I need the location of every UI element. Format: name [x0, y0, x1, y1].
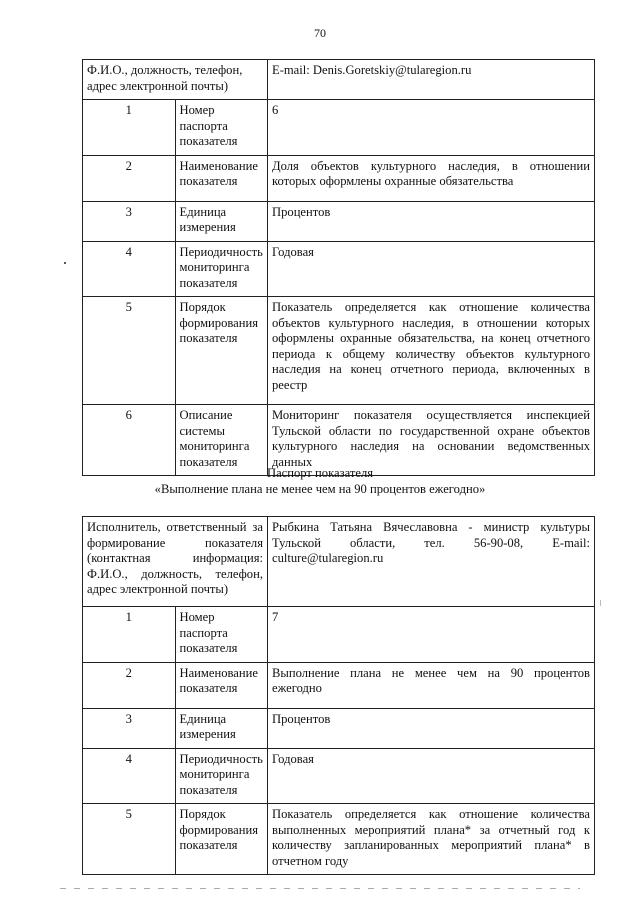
row-value: 7 — [268, 607, 595, 663]
row-value: Мониторинг показателя осуществляется инспекцией Тульской области по государственной охране объектов культурного наследия на основании ведомственных данных — [268, 405, 595, 476]
row-value: Доля объектов культурного наследия, в отношении которых оформлены охранные обязательства — [268, 155, 595, 201]
table-row — [83, 662, 595, 708]
scan-speck — [64, 262, 66, 264]
row-number: 5 — [83, 297, 176, 405]
row-label: Единица измерения — [175, 708, 268, 748]
row-number: 3 — [83, 201, 176, 241]
row-label: Периодичность мониторинга показателя — [175, 748, 268, 804]
table-row — [83, 748, 595, 804]
table-row — [83, 155, 595, 201]
row-number: 2 — [83, 155, 176, 201]
row-label: Периодичность мониторинга показателя — [175, 241, 268, 297]
scan-speck — [600, 600, 601, 606]
row-number: 4 — [83, 748, 176, 804]
table-row — [83, 607, 595, 663]
executor-value: Рыбкина Татьяна Вячеславовна - министр культуры Тульской области, тел. 56-90-08, E-mail: culture@tularegion.ru — [268, 517, 595, 607]
table-row-executor — [83, 60, 595, 100]
row-value: Годовая — [268, 241, 595, 297]
table-row — [83, 708, 595, 748]
row-number: 3 — [83, 708, 176, 748]
row-label: Наименование показателя — [175, 662, 268, 708]
row-value: Процентов — [268, 708, 595, 748]
row-label: Наименование показателя — [175, 155, 268, 201]
row-value: Показатель определяется как отношение количества объектов культурного наследия, в отношении которых оформлены охранные обязательства, на конец отчетного периода к общему количеству объектов культурного наследия на конец отчетного периода, включенных в реестр — [268, 297, 595, 405]
row-label: Порядок формирования показателя — [175, 297, 268, 405]
passport-table-7 — [82, 516, 595, 875]
row-label: Номер паспорта показателя — [175, 100, 268, 156]
passport-heading — [0, 466, 640, 497]
passport-subtitle: «Выполнение плана не менее чем на 90 процентов ежегодно» — [154, 481, 486, 496]
passport-table-6 — [82, 59, 595, 476]
table-row — [83, 405, 595, 476]
row-label: Описание системы мониторинга показателя — [175, 405, 268, 476]
scan-noise — [60, 888, 580, 889]
table-row-executor — [83, 517, 595, 607]
row-number: 2 — [83, 662, 176, 708]
row-value: Показатель определяется как отношение количества выполненных мероприятий плана* за отчетный год к количеству запланированных мероприятий плана* в отчетном году — [268, 804, 595, 875]
table-row — [83, 201, 595, 241]
row-number: 1 — [83, 100, 176, 156]
row-label: Номер паспорта показателя — [175, 607, 268, 663]
passport-title: Паспорт показателя — [266, 466, 374, 480]
row-value: 6 — [268, 100, 595, 156]
row-value: Годовая — [268, 748, 595, 804]
table-row — [83, 297, 595, 405]
row-number: 6 — [83, 405, 176, 476]
table-row — [83, 100, 595, 156]
row-value: Выполнение плана не менее чем на 90 процентов ежегодно — [268, 662, 595, 708]
row-number: 4 — [83, 241, 176, 297]
row-number: 5 — [83, 804, 176, 875]
row-number: 1 — [83, 607, 176, 663]
executor-label: Ф.И.О., должность, телефон, адрес электронной почты) — [83, 60, 268, 100]
executor-value: E-mail: Denis.Goretskiy@tularegion.ru — [268, 60, 595, 100]
row-label: Порядок формирования показателя — [175, 804, 268, 875]
table-row — [83, 241, 595, 297]
table-row — [83, 804, 595, 875]
row-label: Единица измерения — [175, 201, 268, 241]
page-number: 70 — [314, 26, 326, 40]
row-value: Процентов — [268, 201, 595, 241]
executor-label: Исполнитель, ответственный за формирование показателя (контактная информация: Ф.И.О., должность, телефон, адрес электронной почты) — [83, 517, 268, 607]
